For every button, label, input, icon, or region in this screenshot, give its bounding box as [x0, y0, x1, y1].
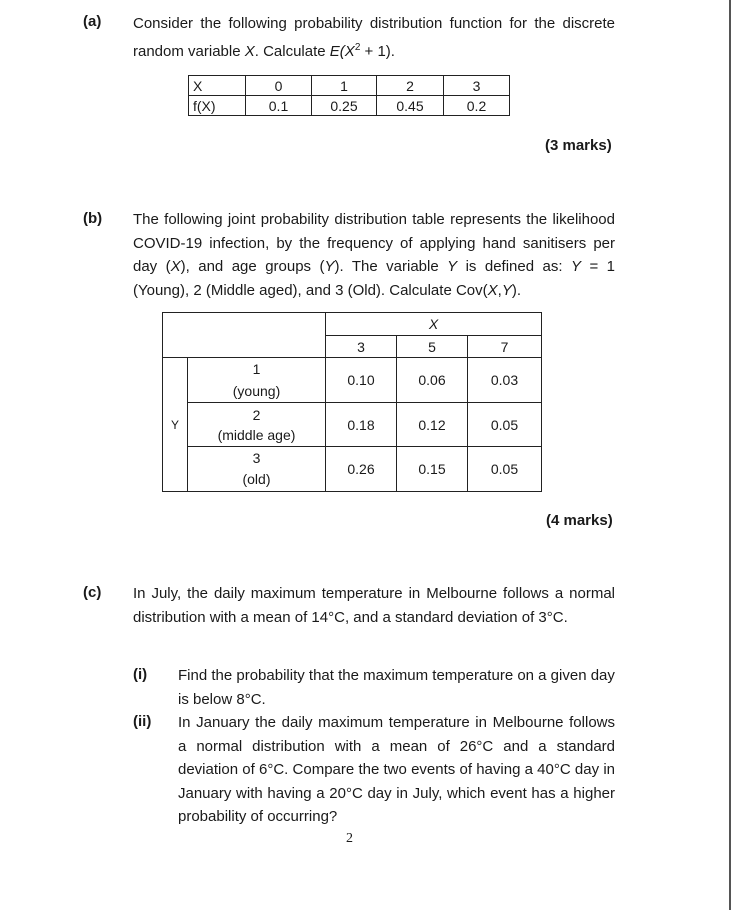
- table-cell: 1: [312, 76, 377, 96]
- table-header-x: X: [326, 313, 542, 336]
- table-corner: [163, 313, 326, 358]
- table-cell: 3: [326, 336, 397, 358]
- table-cell: 0.12: [397, 403, 468, 447]
- table-cell: 2: [377, 76, 444, 96]
- part-b-marks: (4 marks): [546, 512, 613, 529]
- part-c-question: In July, the daily maximum temperature in Melbourne follows a normal distribution with a mean of 14°C, and a standard deviation of 3°C.: [133, 585, 615, 626]
- table-cell: 0.18: [326, 403, 397, 447]
- part-c-i-question: Find the probability that the maximum temperature on a given day is below 8°C.: [178, 667, 615, 708]
- part-c-label: (c): [83, 584, 102, 601]
- table-cell: 0.15: [397, 447, 468, 492]
- table-cell: 0.2: [444, 96, 510, 116]
- table-cell: 0.10: [326, 358, 397, 403]
- part-a-marks: (3 marks): [545, 137, 612, 154]
- table-header-y: Y: [163, 358, 188, 492]
- table-cell: 7: [468, 336, 542, 358]
- part-c-i-label: (i): [133, 666, 148, 683]
- table-cell: 0.05: [468, 447, 542, 492]
- table-cell: 0.06: [397, 358, 468, 403]
- table-cell: 0.45: [377, 96, 444, 116]
- part-c-ii-label: (ii): [133, 713, 152, 730]
- part-c-ii-question: In January the daily maximum temperature in Melbourne follows a normal distribution with a mean of 26°C and a standard deviation of 6°C. Compare the two events of having a 40°C day in January with having a 20°C day in July, which event has a higher probability of occurring?: [178, 714, 615, 825]
- table-row-label: 1 (young): [188, 358, 326, 403]
- table-cell: 3: [444, 76, 510, 96]
- table-header-fx: f(X): [189, 96, 246, 116]
- table-cell: 0.26: [326, 447, 397, 492]
- table-cell: 0.03: [468, 358, 542, 403]
- part-b-question: The following joint probability distribution table represents the likelihood COVID-19 infection, by the frequency of applying hand sanitisers per day (X), and age groups (Y). The variable Y is defined as: Y = 1 (Young), 2 (Middle aged), and 3 (Old). Calculate Cov(X,Y).: [133, 211, 615, 299]
- table-row-label: 3 (old): [188, 447, 326, 492]
- table-header-x: X: [189, 76, 246, 96]
- table-row-label: 2 (middle age): [188, 403, 326, 447]
- table-cell: 0: [246, 76, 312, 96]
- table-cell: 0.1: [246, 96, 312, 116]
- table-cell: 5: [397, 336, 468, 358]
- part-a-label: (a): [83, 13, 102, 30]
- part-b-label: (b): [83, 210, 103, 227]
- joint-distribution-table: [162, 312, 542, 492]
- part-a-question: Consider the following probability distribution function for the discrete random variable X. Calculate $E(X^2 + 1)$.: [133, 15, 615, 60]
- page-number: 2: [346, 831, 353, 846]
- distribution-table: [188, 75, 510, 116]
- table-cell: 0.25: [312, 96, 377, 116]
- table-cell: 0.05: [468, 403, 542, 447]
